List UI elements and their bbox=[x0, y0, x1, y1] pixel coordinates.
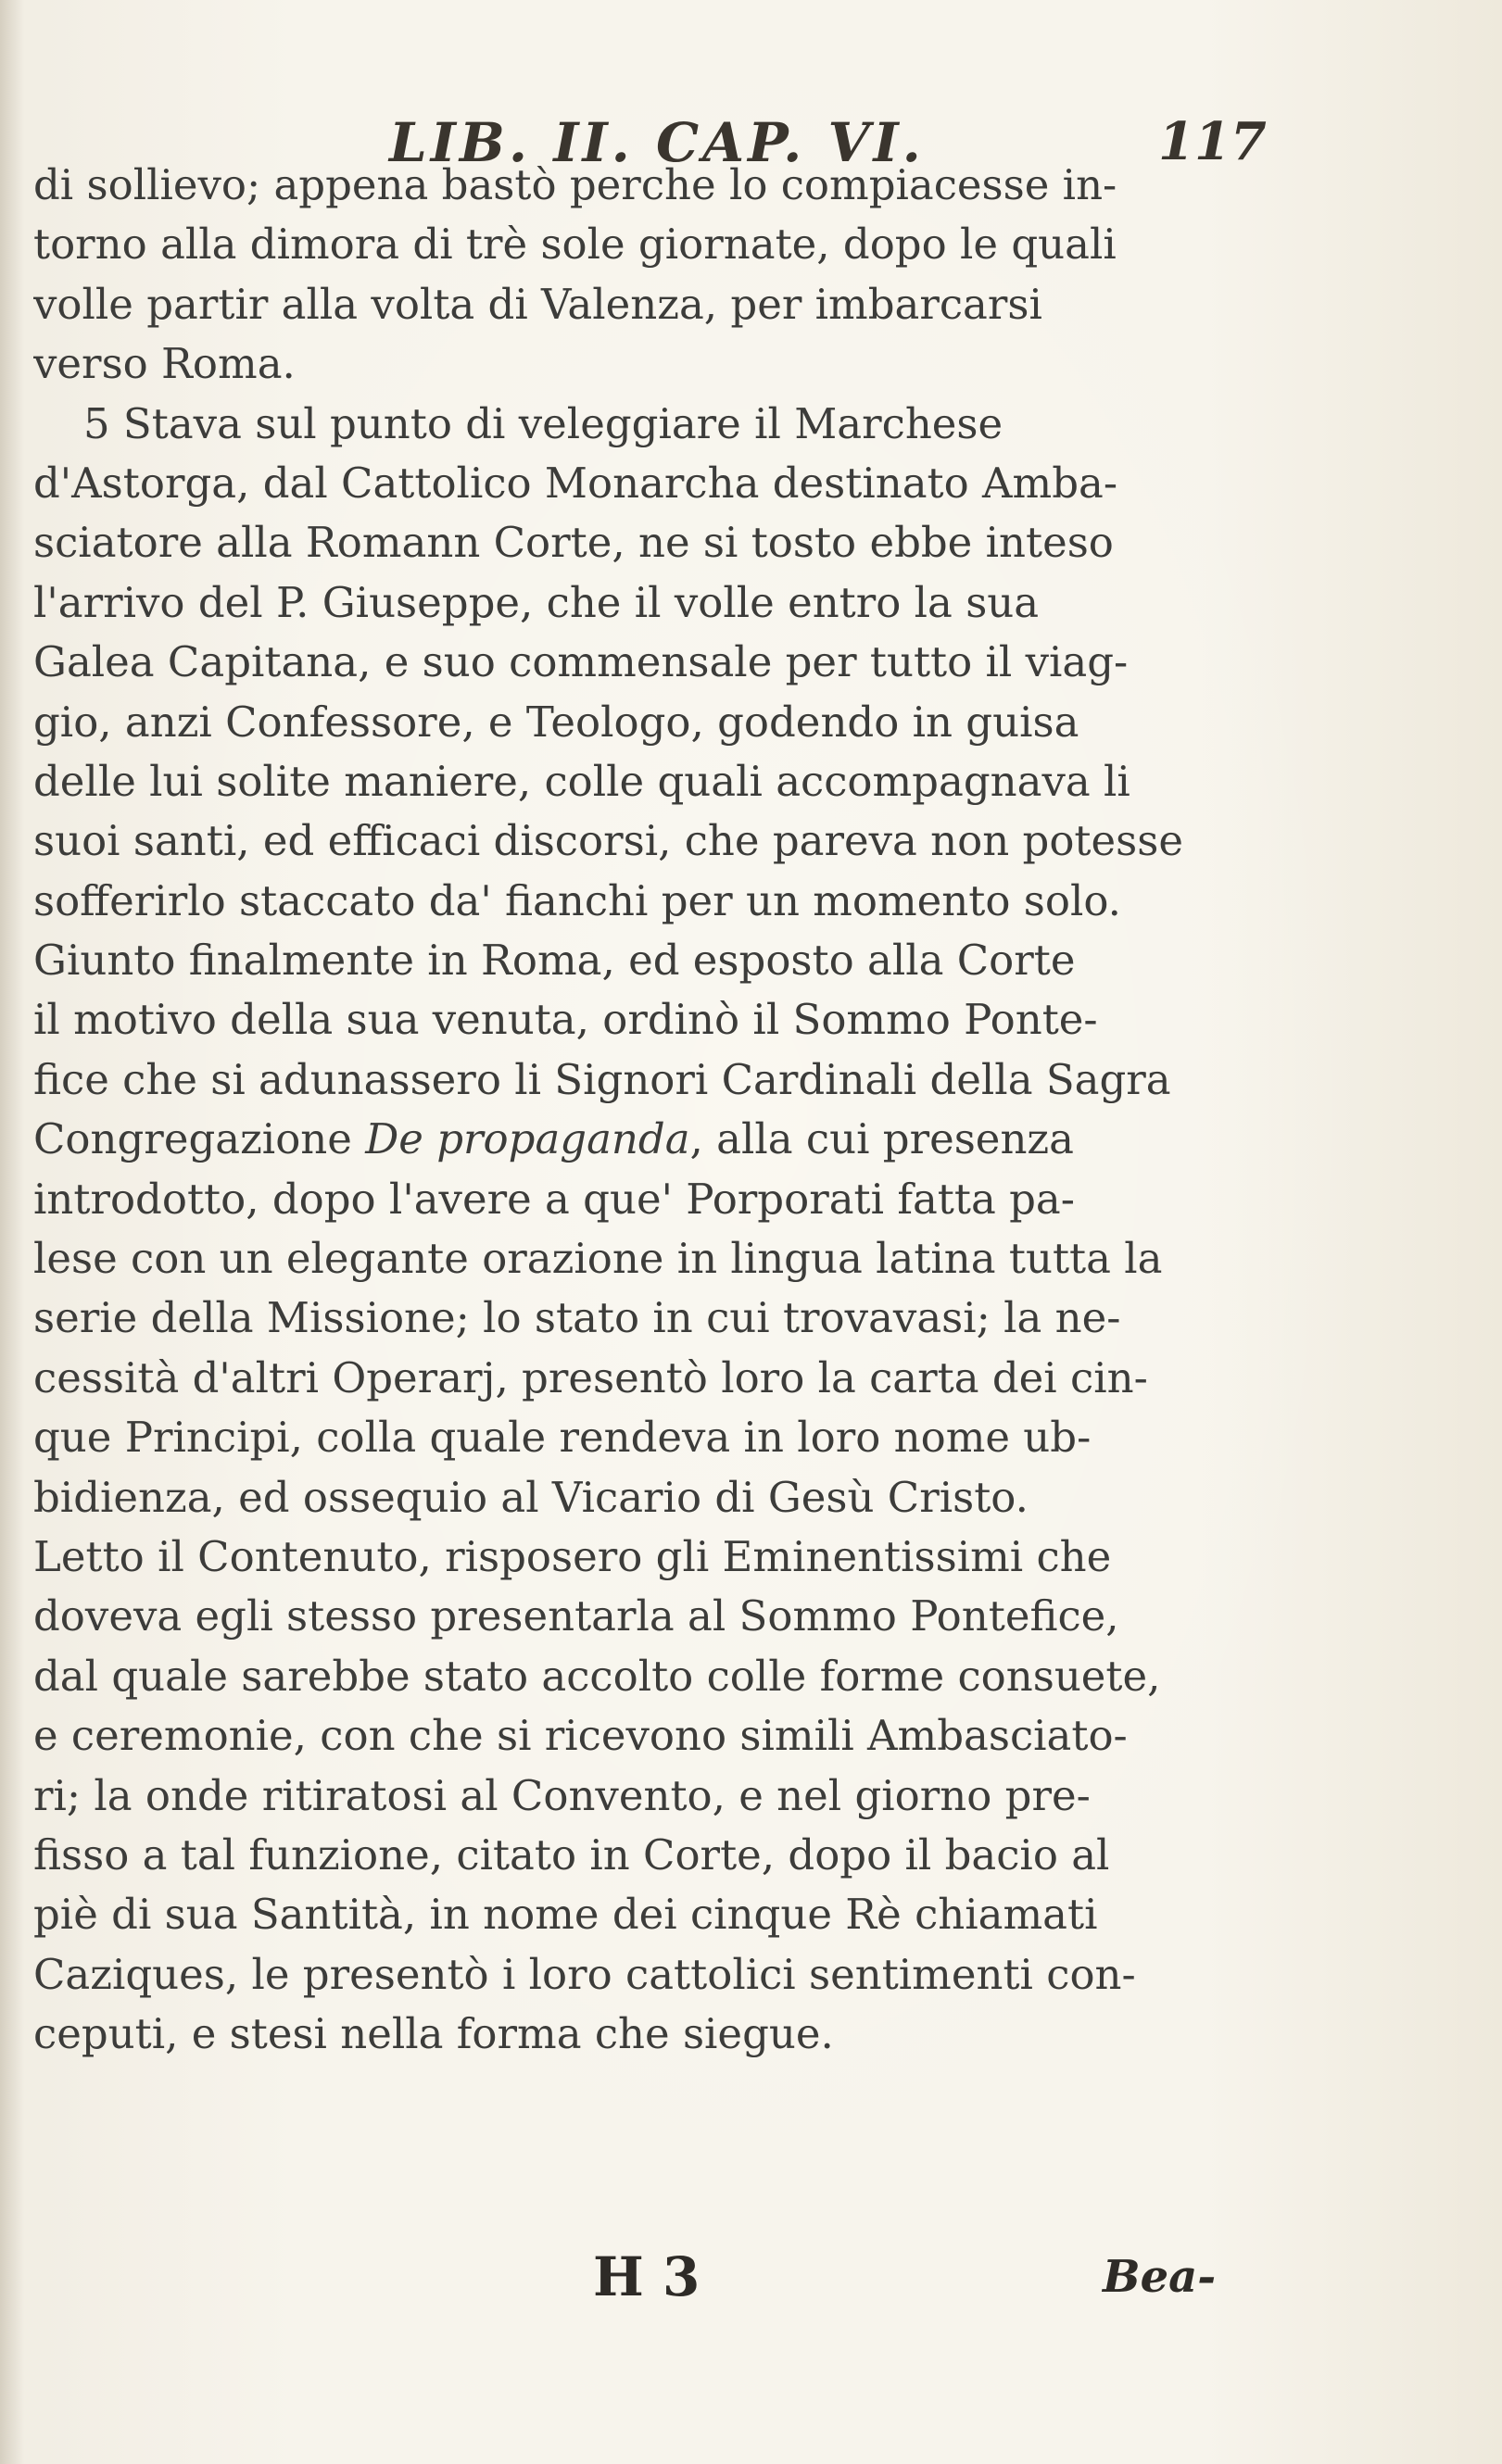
text-line: sciatore alla Romann Corte, ne si tosto ebbe inteso bbox=[33, 518, 1114, 568]
text-line: ceputi, e stesi nella forma che siegue. bbox=[33, 2009, 834, 2059]
text-line: volle partir alla volta di Valenza, per imbarcarsi bbox=[33, 279, 1042, 329]
text-line-with-italic bbox=[33, 1110, 1303, 1169]
text-line: lese con un elegante orazione in lingua latina tutta la bbox=[33, 1234, 1163, 1284]
text-line: cessità d'altri Operarj, presentò loro la carta dei cin- bbox=[33, 1352, 1148, 1402]
text-line: que Principi, colla quale rendeva in loro nome ub- bbox=[33, 1413, 1092, 1463]
text-line: piè di sua Santità, in nome dei cinque Rè chiamati bbox=[33, 1890, 1098, 1940]
text-line: verso Roma. bbox=[33, 339, 296, 389]
text-line: il motivo della sua venuta, ordinò il Sommo Ponte- bbox=[33, 995, 1098, 1045]
text-line: d'Astorga, dal Cattolico Monarcha destinato Amba- bbox=[33, 458, 1118, 508]
text-line: gio, anzi Confessore, e Teologo, godendo in guisa bbox=[33, 697, 1079, 747]
line-end: , alla cui presenza bbox=[689, 1114, 1074, 1164]
text-line: Galea Capitana, e suo commensale per tutto il viag- bbox=[33, 637, 1129, 687]
text-line: torno alla dimora di trè sole giornate, dopo le quali bbox=[33, 220, 1117, 270]
text-line: Letto il Contenuto, risposero gli Eminentissimi che bbox=[33, 1531, 1112, 1581]
text-line: delle lui solite maniere, colle quali accompagnava li bbox=[33, 756, 1130, 806]
italic-phrase: De propaganda bbox=[365, 1114, 690, 1164]
text-line: fice che si adunassero li Signori Cardinali della Sagra bbox=[33, 1054, 1171, 1104]
text-line: Caziques, le presentò i loro cattolici sentimenti con- bbox=[33, 1949, 1136, 1999]
text-line: doveva egli stesso presentarla al Sommo Pontefice, bbox=[33, 1591, 1119, 1641]
text-line: dal quale sarebbe stato accolto colle forme consuete, bbox=[33, 1651, 1161, 1701]
signature-mark: H 3 bbox=[593, 2245, 701, 2308]
paragraph-start-line: 5 Stava sul punto di veleggiare il Marchese bbox=[83, 398, 1003, 448]
line-start: Congregazione bbox=[33, 1114, 352, 1164]
page-number: 117 bbox=[1158, 111, 1267, 172]
text-line: fisso a tal funzione, citato in Corte, dopo il bacio al bbox=[33, 1829, 1110, 1879]
text-line: di sollievo; appena bastò perche lo compiacesse in- bbox=[33, 160, 1117, 209]
text-line: sofferirlo staccato da' fianchi per un momento solo. bbox=[33, 875, 1121, 925]
catchword: Bea- bbox=[1103, 2251, 1217, 2303]
text-line: e ceremonie, con che si ricevono simili Ambasciato- bbox=[33, 1711, 1128, 1761]
text-line: suoi santi, ed efficaci discorsi, che pareva non potesse bbox=[33, 816, 1183, 866]
text-line: bidienza, ed ossequio al Vicario di Gesù Cristo. bbox=[33, 1472, 1029, 1522]
text-line: introdotto, dopo l'avere a que' Porporati fatta pa- bbox=[33, 1174, 1075, 1224]
text-line: serie della Missione; lo stato in cui trovavasi; la ne- bbox=[33, 1293, 1121, 1343]
text-line: Giunto finalmente in Roma, ed esposto alla Corte bbox=[33, 936, 1076, 986]
page-footer bbox=[37, 2245, 1242, 2329]
text-line: ri; la onde ritiratosi al Convento, e nel giorno pre- bbox=[33, 1770, 1091, 1820]
running-head: LIB. II. CAP. VI. bbox=[389, 111, 925, 174]
body-text bbox=[33, 156, 1303, 2065]
text-line: l'arrivo del P. Giuseppe, che il volle entro la sua bbox=[33, 577, 1040, 627]
